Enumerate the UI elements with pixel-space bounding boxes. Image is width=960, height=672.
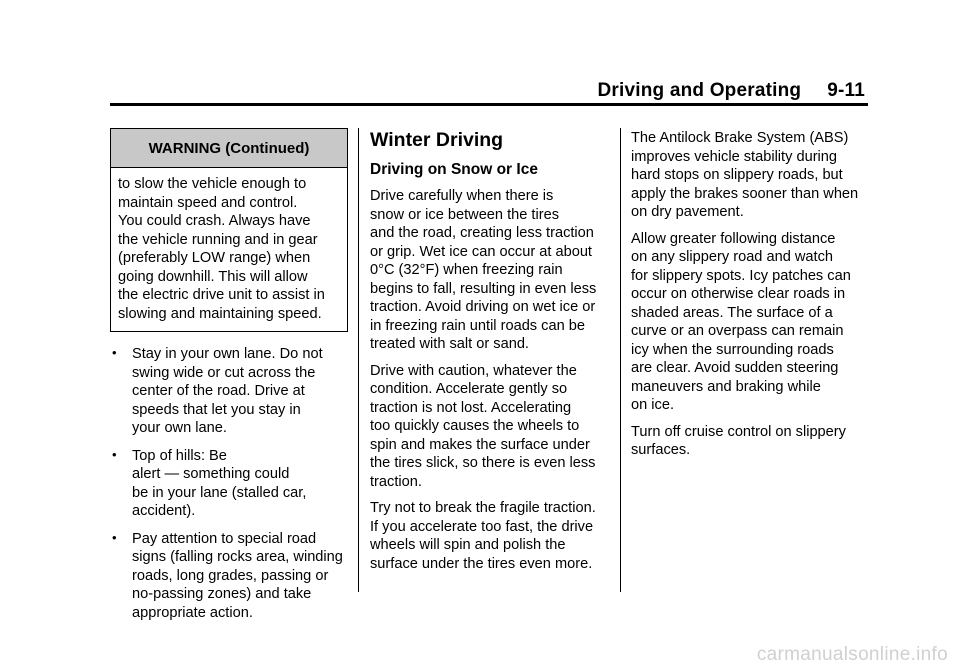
text-line: Turn off cruise control on slippery: [631, 423, 846, 440]
list-item: [110, 345, 348, 438]
text-line: 0°C (32°F) when freezing rain: [370, 262, 563, 278]
text-line: surface under the tires even more.: [370, 555, 593, 572]
warning-line: the electric drive unit to assist in: [118, 287, 325, 303]
warning-box: [110, 128, 348, 332]
column-right: [631, 129, 869, 468]
list-item: [110, 447, 348, 521]
text-line: condition. Accelerate gently so: [370, 381, 568, 397]
warning-line: the vehicle running and in gear: [118, 231, 318, 248]
bullet-line: roads, long grades, passing or: [132, 567, 329, 584]
text-line: on any slippery road and watch: [631, 249, 834, 265]
paragraph: [631, 129, 869, 222]
text-line: treated with salt or sand.: [370, 336, 529, 352]
text-line: hard stops on slippery roads, but: [631, 167, 843, 183]
bullet-line: your own lane.: [132, 420, 227, 436]
warning-line: maintain speed and control.: [118, 194, 298, 211]
chapter-title: Driving and Operating: [597, 80, 802, 101]
text-line: too quickly causes the wheels to: [370, 418, 580, 434]
text-line: spin and makes the surface under: [370, 436, 590, 453]
section-subtitle: Driving on Snow or Ice: [370, 161, 538, 178]
text-line: traction is not lost. Accelerating: [370, 399, 572, 416]
warning-title: WARNING (Continued): [111, 129, 347, 168]
bullet-icon: •: [112, 345, 117, 360]
text-line: Allow greater following distance: [631, 230, 836, 247]
text-line: maneuvers and braking while: [631, 378, 821, 395]
bullet-line: no-passing zones) and take: [132, 586, 312, 602]
warning-line: slowing and maintaining speed.: [118, 305, 322, 322]
text-line: begins to fall, resulting in even less: [370, 280, 597, 297]
text-line: snow or ice between the tires: [370, 206, 560, 223]
text-line: apply the brakes sooner than when: [631, 185, 859, 202]
paragraph: [631, 230, 869, 415]
bullet-line: accident).: [132, 503, 196, 519]
warning-line: to slow the vehicle enough to: [118, 176, 307, 192]
bullet-icon: •: [112, 529, 117, 545]
paragraph: [370, 362, 608, 492]
text-line: traction. Avoid driving on wet ice or: [370, 299, 596, 315]
text-line: curve or an overpass can remain: [631, 323, 844, 339]
column-divider-2: [620, 128, 621, 592]
text-line: for slippery spots. Icy patches can: [631, 267, 851, 284]
watermark: carmanualsonline.info: [756, 644, 948, 665]
text-line: on dry pavement.: [631, 204, 744, 220]
text-line: traction.: [370, 473, 422, 490]
text-line: are clear. Avoid sudden steering: [631, 360, 839, 376]
bullet-line: swing wide or cut across the: [132, 364, 316, 381]
warning-line: (preferably LOW range) when: [118, 250, 311, 266]
text-line: wheels will spin and polish the: [370, 537, 566, 553]
paragraph: [631, 423, 869, 460]
header-text: [598, 80, 866, 102]
bullet-line: appropriate action.: [132, 604, 253, 621]
list-item: [110, 530, 348, 623]
text-line: occur on otherwise clear roads in: [631, 286, 846, 302]
text-line: and the road, creating less traction: [370, 225, 594, 241]
text-line: icy when the surrounding roads: [631, 341, 834, 358]
text-line: on ice.: [631, 397, 674, 413]
bullet-line: Pay attention to special road: [132, 530, 317, 547]
bullet-line: Top of hills: Be: [132, 447, 227, 464]
text-line: Drive with caution, whatever the: [370, 362, 577, 379]
text-line: shaded areas. The surface of a: [631, 304, 833, 321]
column-middle: [370, 128, 608, 581]
text-line: If you accelerate too fast, the drive: [370, 518, 594, 535]
text-line: Drive carefully when there is: [370, 188, 554, 204]
warning-line: going downhill. This will allow: [118, 268, 308, 285]
bullet-line: Stay in your own lane. Do not: [132, 346, 323, 362]
page-number: 9-11: [827, 80, 865, 101]
bullet-line: speeds that let you stay in: [132, 401, 301, 418]
text-line: surfaces.: [631, 442, 691, 458]
bullet-line: alert — something could: [132, 466, 290, 482]
bullet-line: be in your lane (stalled car,: [132, 484, 307, 501]
text-line: in freezing rain until roads can be: [370, 317, 585, 334]
bullet-list: [110, 345, 348, 622]
column-left: [110, 128, 348, 631]
warning-body: [111, 168, 347, 331]
bullet-line: center of the road. Drive at: [132, 383, 305, 399]
text-line: The Antilock Brake System (ABS): [631, 130, 849, 146]
column-divider-1: [358, 128, 359, 592]
text-line: improves vehicle stability during: [631, 148, 838, 165]
text-line: or grip. Wet ice can occur at about: [370, 243, 592, 260]
header-rule: [110, 103, 868, 106]
bullet-icon: •: [112, 446, 117, 462]
bullet-line: signs (falling rocks area, winding: [132, 549, 343, 565]
text-line: the tires slick, so there is even less: [370, 455, 596, 471]
paragraph: [370, 499, 608, 573]
text-line: Try not to break the fragile traction.: [370, 500, 596, 516]
section-title: Winter Driving: [370, 129, 504, 151]
warning-line: You could crash. Always have: [118, 213, 311, 229]
paragraph: [370, 187, 608, 354]
